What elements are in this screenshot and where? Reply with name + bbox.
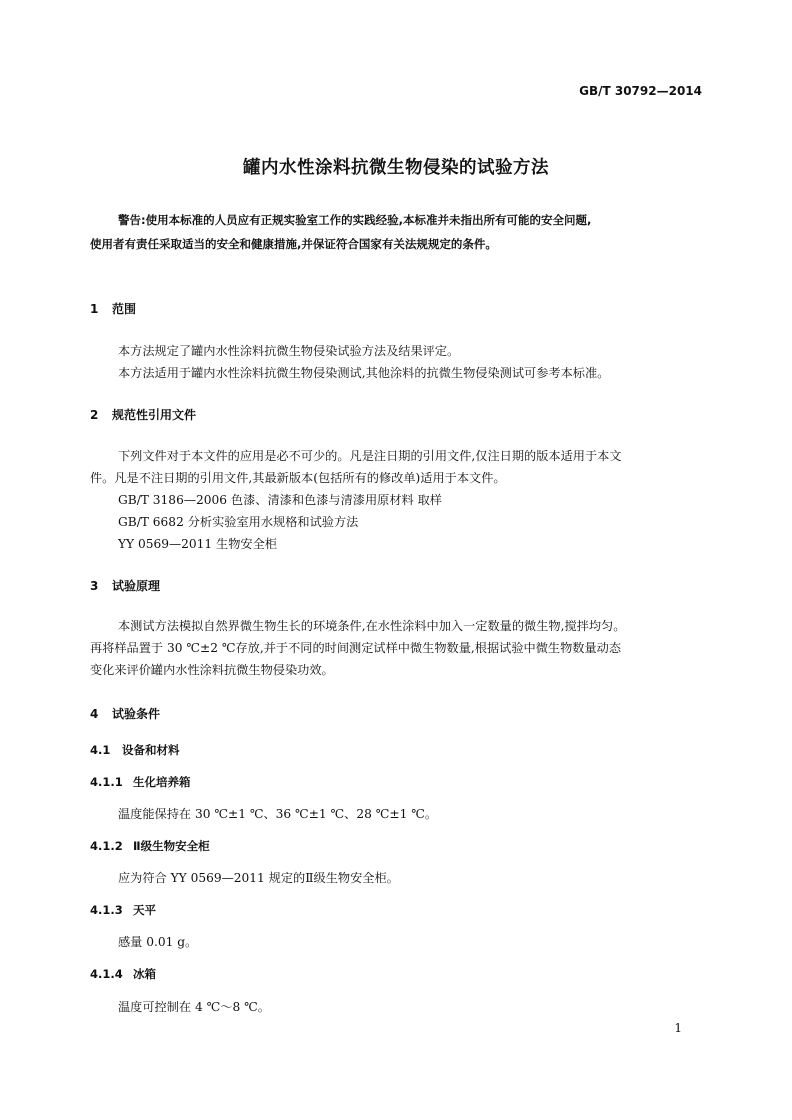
section-number: 1 <box>90 302 99 316</box>
section-1-heading <box>90 300 136 317</box>
section-title: 试验原理 <box>112 579 161 593</box>
section-number: 2 <box>90 408 99 422</box>
section-title: 规范性引用文件 <box>112 408 197 422</box>
warning-line-2: 使用者有责任采取适当的安全和健康措施,并保证符合国家有关法规规定的条件。 <box>90 237 497 251</box>
section-2-paragraph-line-2: 件。凡是不注日期的引用文件,其最新版本(包括所有的修改单)适用于本文件。 <box>90 471 506 485</box>
subsection-4-1-1-text: 温度能保持在 30 ℃±1 ℃、36 ℃±1 ℃、28 ℃±1 ℃。 <box>118 807 438 821</box>
section-3-heading <box>90 577 160 594</box>
subsection-number: 4.1.4 <box>90 967 123 981</box>
subsection-4-1-4-heading <box>90 966 156 982</box>
subsection-title: Ⅱ级生物安全柜 <box>133 839 210 853</box>
reference-item: GB/T 6682 分析实验室用水规格和试验方法 <box>118 515 359 529</box>
subsection-4-1-2-text: 应为符合 YY 0569—2011 规定的Ⅱ级生物安全柜。 <box>118 871 399 885</box>
document-title: 罐内水性涂料抗微生物侵染的试验方法 <box>243 158 549 178</box>
warning-line-1: 警告:使用本标准的人员应有正规实验室工作的实践经验,本标准并未指出所有可能的安全问题, <box>118 213 592 227</box>
subsection-4-1-heading <box>90 742 180 758</box>
subsection-4-1-1-heading <box>90 774 191 790</box>
section-number: 3 <box>90 579 99 593</box>
section-number: 4 <box>90 707 99 721</box>
section-title: 范围 <box>112 302 137 316</box>
reference-item: YY 0569—2011 生物安全柜 <box>118 537 277 551</box>
subsection-number: 4.1.2 <box>90 839 123 853</box>
subsection-title: 天平 <box>133 903 156 917</box>
subsection-4-1-2-heading <box>90 838 210 854</box>
section-3-line-3: 变化来评价罐内水性涂料抗微生物侵染功效。 <box>90 663 334 677</box>
subsection-title: 设备和材料 <box>122 743 180 757</box>
subsection-number: 4.1.3 <box>90 903 123 917</box>
section-1-paragraph-2: 本方法适用于罐内水性涂料抗微生物侵染测试,其他涂料的抗微生物侵染测试可参考本标准。 <box>118 366 610 380</box>
section-3-line-1: 本测试方法模拟自然界微生物生长的环境条件,在水性涂料中加入一定数量的微生物,搅拌均匀。 <box>118 619 626 633</box>
section-2-paragraph-line-1: 下列文件对于本文件的应用是必不可少的。凡是注日期的引用文件,仅注日期的版本适用于本文 <box>118 449 622 463</box>
subsection-4-1-3-heading <box>90 902 156 918</box>
subsection-title: 冰箱 <box>133 967 156 981</box>
subsection-title: 生化培养箱 <box>133 775 191 789</box>
section-4-heading <box>90 705 160 722</box>
subsection-4-1-3-text: 感量 0.01 g。 <box>118 935 198 949</box>
subsection-4-1-4-text: 温度可控制在 4 ℃～8 ℃。 <box>118 1000 270 1014</box>
standard-code: GB/T 30792—2014 <box>579 84 702 98</box>
page-number: 1 <box>674 1021 682 1035</box>
subsection-number: 4.1.1 <box>90 775 123 789</box>
subsection-number: 4.1 <box>90 743 111 757</box>
section-title: 试验条件 <box>112 707 161 721</box>
section-1-paragraph-1: 本方法规定了罐内水性涂料抗微生物侵染试验方法及结果评定。 <box>118 344 460 358</box>
section-3-line-2: 再将样品置于 30 ℃±2 ℃存放,并于不同的时间测定试样中微生物数量,根据试验中微生物数量动态 <box>90 641 622 655</box>
section-2-heading <box>90 406 196 423</box>
reference-item: GB/T 3186—2006 色漆、清漆和色漆与清漆用原材料 取样 <box>118 493 442 507</box>
